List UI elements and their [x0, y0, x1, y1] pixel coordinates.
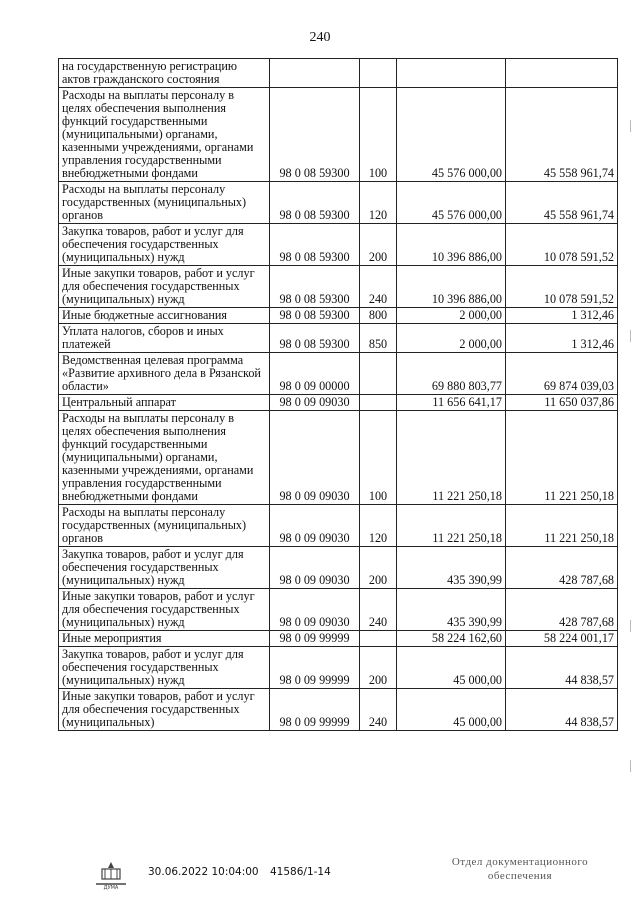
cell-fact: 1 312,46 — [506, 324, 618, 353]
cell-code: 98 0 09 09030 — [270, 547, 360, 589]
cell-expense-type: 100 — [360, 411, 397, 505]
cell-fact: 10 078 591,52 — [506, 266, 618, 308]
cell-name: Уплата налогов, сборов и иных платежей — [59, 324, 270, 353]
cell-plan: 58 224 162,60 — [397, 631, 506, 647]
stamp-line-1: Отдел документационного — [451, 856, 589, 868]
table-row — [59, 395, 618, 411]
table-row — [59, 353, 618, 395]
cell-expense-type: 200 — [360, 224, 397, 266]
cell-fact: 428 787,68 — [506, 589, 618, 631]
cell-expense-type: 800 — [360, 308, 397, 324]
margin-mark — [630, 120, 631, 132]
svg-text:ДУМА: ДУМА — [103, 885, 119, 890]
cell-fact: 58 224 001,17 — [506, 631, 618, 647]
budget-table — [58, 58, 618, 731]
cell-code: 98 0 09 00000 — [270, 353, 360, 395]
table-row — [59, 308, 618, 324]
budget-table-body — [59, 59, 618, 731]
cell-plan: 69 880 803,77 — [397, 353, 506, 395]
margin-mark — [630, 760, 631, 772]
cell-code: 98 0 08 59300 — [270, 324, 360, 353]
cell-code: 98 0 08 59300 — [270, 224, 360, 266]
cell-expense-type: 240 — [360, 689, 397, 731]
cell-fact: 45 558 961,74 — [506, 182, 618, 224]
cell-expense-type: 120 — [360, 505, 397, 547]
cell-code — [270, 59, 360, 88]
cell-plan: 45 000,00 — [397, 689, 506, 731]
cell-fact — [506, 59, 618, 88]
cell-code: 98 0 09 99999 — [270, 689, 360, 731]
cell-expense-type: 200 — [360, 647, 397, 689]
table-row — [59, 88, 618, 182]
cell-expense-type: 240 — [360, 266, 397, 308]
cell-name: Расходы на выплаты персоналу в целях обеспечения выполнения функций государственными (муниципальными) органами, казенными учреждениями, органами управления государственными внебюджетными фондами — [59, 88, 270, 182]
cell-code: 98 0 08 59300 — [270, 182, 360, 224]
cell-name: Ведомственная целевая программа «Развитие архивного дела в Рязанской области» — [59, 353, 270, 395]
cell-plan — [397, 59, 506, 88]
cell-name: Центральный аппарат — [59, 395, 270, 411]
cell-plan: 2 000,00 — [397, 324, 506, 353]
cell-fact: 45 558 961,74 — [506, 88, 618, 182]
cell-fact: 11 221 250,18 — [506, 505, 618, 547]
cell-code: 98 0 09 99999 — [270, 631, 360, 647]
cell-name: Иные мероприятия — [59, 631, 270, 647]
cell-fact: 1 312,46 — [506, 308, 618, 324]
department-stamp — [440, 855, 600, 883]
cell-name: Расходы на выплаты персоналу государственных (муниципальных) органов — [59, 505, 270, 547]
cell-code: 98 0 08 59300 — [270, 88, 360, 182]
cell-code: 98 0 08 59300 — [270, 266, 360, 308]
table-row — [59, 59, 618, 88]
margin-mark — [630, 620, 631, 632]
page-number: 240 — [309, 30, 331, 45]
cell-fact: 11 650 037,86 — [506, 395, 618, 411]
cell-fact: 44 838,57 — [506, 647, 618, 689]
cell-plan: 435 390,99 — [397, 547, 506, 589]
cell-fact: 69 874 039,03 — [506, 353, 618, 395]
margin-mark — [630, 330, 631, 342]
cell-plan: 45 000,00 — [397, 647, 506, 689]
table-row — [59, 589, 618, 631]
cell-name: Расходы на выплаты персоналу государственных (муниципальных) органов — [59, 182, 270, 224]
cell-name: Закупка товаров, работ и услуг для обеспечения государственных (муниципальных) нужд — [59, 224, 270, 266]
table-row — [59, 411, 618, 505]
table-row — [59, 266, 618, 308]
cell-code: 98 0 09 09030 — [270, 411, 360, 505]
table-row — [59, 647, 618, 689]
cell-plan: 11 221 250,18 — [397, 505, 506, 547]
cell-name: Иные закупки товаров, работ и услуг для обеспечения государственных (муниципальных) нужд — [59, 266, 270, 308]
cell-plan: 45 576 000,00 — [397, 88, 506, 182]
cell-fact: 10 078 591,52 — [506, 224, 618, 266]
cell-fact: 44 838,57 — [506, 689, 618, 731]
table-row — [59, 505, 618, 547]
cell-expense-type: 850 — [360, 324, 397, 353]
cell-name: Иные закупки товаров, работ и услуг для обеспечения государственных (муниципальных) нужд — [59, 589, 270, 631]
cell-name: Закупка товаров, работ и услуг для обеспечения государственных (муниципальных) нужд — [59, 647, 270, 689]
footer-reg-number: 41586/1-14 — [270, 866, 331, 878]
table-row — [59, 224, 618, 266]
cell-expense-type: 200 — [360, 547, 397, 589]
table-row — [59, 547, 618, 589]
cell-expense-type — [360, 59, 397, 88]
cell-plan: 45 576 000,00 — [397, 182, 506, 224]
footer-date: 30.06.2022 10:04:00 — [148, 866, 259, 878]
cell-fact: 428 787,68 — [506, 547, 618, 589]
cell-expense-type: 120 — [360, 182, 397, 224]
table-row — [59, 182, 618, 224]
cell-code: 98 0 09 99999 — [270, 647, 360, 689]
cell-expense-type — [360, 395, 397, 411]
cell-fact: 11 221 250,18 — [506, 411, 618, 505]
cell-name: на государственную регистрацию актов гражданского состояния — [59, 59, 270, 88]
cell-plan: 10 396 886,00 — [397, 224, 506, 266]
cell-plan: 2 000,00 — [397, 308, 506, 324]
cell-plan: 11 221 250,18 — [397, 411, 506, 505]
table-row — [59, 631, 618, 647]
cell-expense-type: 240 — [360, 589, 397, 631]
table-row — [59, 324, 618, 353]
emblem-logo — [92, 860, 130, 890]
cell-plan: 435 390,99 — [397, 589, 506, 631]
stamp-line-2: обеспечения — [487, 870, 553, 882]
cell-name: Иные бюджетные ассигнования — [59, 308, 270, 324]
cell-name: Иные закупки товаров, работ и услуг для обеспечения государственных (муниципальных) — [59, 689, 270, 731]
cell-code: 98 0 09 09030 — [270, 505, 360, 547]
cell-code: 98 0 09 09030 — [270, 395, 360, 411]
cell-expense-type — [360, 353, 397, 395]
cell-expense-type: 100 — [360, 88, 397, 182]
cell-name: Закупка товаров, работ и услуг для обеспечения государственных (муниципальных) нужд — [59, 547, 270, 589]
cell-code: 98 0 08 59300 — [270, 308, 360, 324]
cell-expense-type — [360, 631, 397, 647]
cell-plan: 11 656 641,17 — [397, 395, 506, 411]
cell-name: Расходы на выплаты персоналу в целях обеспечения выполнения функций государственными (муниципальными) органами, казенными учреждениями, органами управления государственными внебюджетными фондами — [59, 411, 270, 505]
table-row — [59, 689, 618, 731]
cell-plan: 10 396 886,00 — [397, 266, 506, 308]
cell-code: 98 0 09 09030 — [270, 589, 360, 631]
